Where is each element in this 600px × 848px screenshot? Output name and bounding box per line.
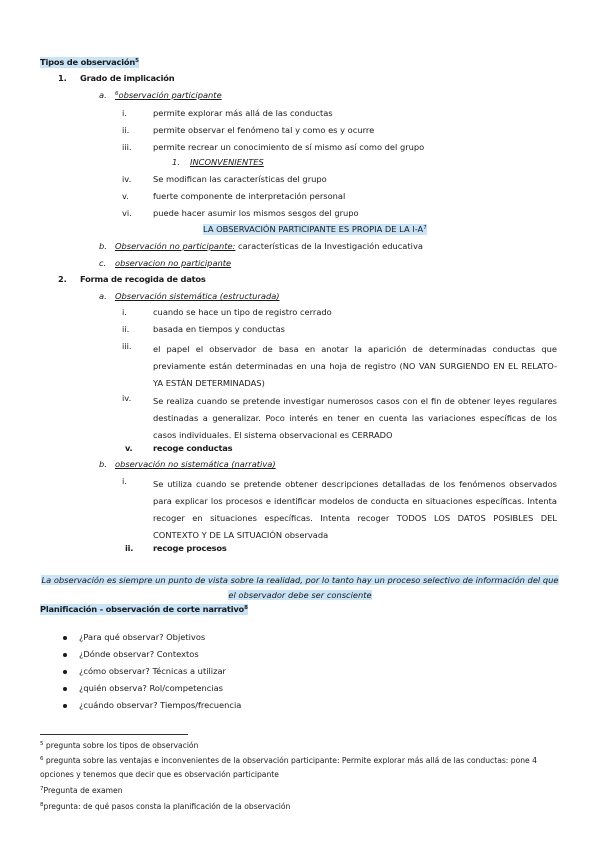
list-item: recoge conductas: [153, 443, 233, 453]
item-number: i.: [122, 476, 127, 486]
bullet-icon: [63, 704, 67, 708]
list-item: cuando se hace un tipo de registro cerrado: [153, 307, 332, 317]
list-item: recoge procesos: [153, 543, 227, 553]
item-number: iii.: [122, 142, 132, 152]
list-item: permite recrear un conocimiento de sí mismo así como del grupo: [153, 142, 425, 152]
footnote: $^8$pregunta: de qué pasos consta la planificación de la observación: [40, 802, 291, 811]
subsection-title: Observación no participante:: [115, 241, 236, 251]
item-number: iii.: [122, 341, 132, 351]
subsection-letter: a.: [99, 291, 107, 301]
bullet-icon: [63, 653, 67, 657]
subsection-b: Observación no participante: características de la Investigación educativa: [115, 241, 423, 251]
footnote-ref[interactable]: 6: [115, 91, 119, 97]
section-2-number: 2.: [58, 274, 67, 284]
list-item: ¿cómo observar? Técnicas a utilizar: [79, 666, 226, 676]
footnote-ref[interactable]: 5: [135, 58, 139, 64]
section-1-number: 1.: [58, 73, 67, 83]
subsection-title: observación no sistemática (narrativa): [115, 459, 276, 469]
subsection-title: observacion no participante: [115, 258, 232, 268]
item-number: iv.: [122, 174, 132, 184]
section-heading: [40, 604, 248, 615]
footnote-ref[interactable]: 8: [244, 605, 248, 611]
bullet-icon: [63, 687, 67, 691]
item-number: vi.: [122, 208, 132, 218]
footnote: $^7$Pregunta de examen: [40, 786, 123, 795]
list-item: basada en tiempos y conductas: [153, 324, 285, 334]
footnote-number: 8: [40, 802, 44, 808]
section-2-title: Forma de recogida de datos: [80, 274, 206, 284]
subsection-title: Observación sistemática (estructurada): [115, 291, 280, 301]
list-item: fuerte componente de interpretación personal: [153, 191, 346, 201]
item-number: 1.: [172, 157, 180, 167]
item-number: ii.: [122, 125, 130, 135]
quote-callout: La observación es siempre un punto de vista sobre la realidad, por lo tanto hay un proceso selectivo de información del que el observador debe ser consciente: [41, 575, 559, 600]
subsection-letter: b.: [99, 241, 107, 251]
list-item: ¿Para qué observar? Objetivos: [79, 632, 206, 642]
bullet-icon: [63, 670, 67, 674]
item-number: i.: [122, 108, 127, 118]
list-item: Se utiliza cuando se pretende obtener descripciones detalladas de los fenómenos observados para explicar los procesos e identificar modelos de conducta en situaciones específicas. Intenta recoger en situaciones específicas. Intenta recoger TODOS LOS DATOS POSIBLES DEL CONTEXTO Y DE LA SITUACIÓN observada: [153, 479, 557, 540]
bullet-icon: [63, 636, 67, 640]
section-1-title: Grado de implicación: [80, 73, 175, 83]
list-item: permite explorar más allá de las conductas: [153, 108, 333, 118]
footnote: $^5$ pregunta sobre los tipos de observación: [40, 741, 199, 750]
heading-text: Planificación - observación de corte narrativo: [40, 604, 245, 614]
item-number: ii.: [125, 543, 134, 553]
list-item: puede hacer asumir los mismos sesgos del grupo: [153, 208, 359, 218]
footnote-number: 6: [40, 756, 44, 762]
item-number: ii.: [122, 324, 130, 334]
footnote: $^6$ pregunta sobre las ventajas e inconvenientes de la observación participante: Permite explorar más allá de las conductas: pone 4 opciones y tenemos que decir que es observación participante: [40, 756, 537, 779]
list-item: Se modifican las características del grupo: [153, 174, 327, 184]
list-item: el papel el observador de basa en anotar la aparición de determinadas conductas que previamente están determinadas en una hoja de registro (NO VAN SURGIENDO EN EL RELATO- YA ESTÁN DETERMINADAS): [153, 344, 557, 388]
subsection-letter: a.: [99, 90, 107, 100]
subsection-letter: c.: [99, 258, 107, 268]
subsection-title: $^6$observación participante: [115, 90, 222, 100]
item-number: v.: [125, 443, 133, 453]
footnote-number: 7: [40, 786, 44, 792]
footnote-divider: [40, 734, 188, 735]
inconvenientes-label: INCONVENIENTES: [190, 157, 264, 167]
list-item: permite observar el fenómeno tal y como es y ocurre: [153, 125, 375, 135]
footnote-number: 5: [40, 741, 44, 747]
item-number: iv.: [122, 393, 132, 403]
item-number: i.: [122, 307, 127, 317]
item-number: v.: [122, 191, 129, 201]
footnote-ref[interactable]: 7: [423, 225, 427, 231]
list-item: ¿cuándo observar? Tiempos/frecuencia: [79, 700, 242, 710]
ia-note: LA OBSERVACIÓN PARTICIPANTE ES PROPIA DE LA $I-A^7$: [203, 224, 427, 234]
subsection-letter: b.: [99, 459, 107, 469]
list-item: Se realiza cuando se pretende investigar numerosos casos con el fin de obtener leyes regulares destinadas a generalizar. Poco interés en tener en cuenta las variaciones específicas de los casos individuales. El sistema observacional es CERRADO: [153, 396, 557, 440]
section-heading: [40, 57, 139, 68]
list-item: ¿quién observa? Rol/competencias: [79, 683, 224, 693]
heading-text: Tipos de observación: [40, 57, 136, 67]
list-item: ¿Dónde observar? Contextos: [79, 649, 199, 659]
